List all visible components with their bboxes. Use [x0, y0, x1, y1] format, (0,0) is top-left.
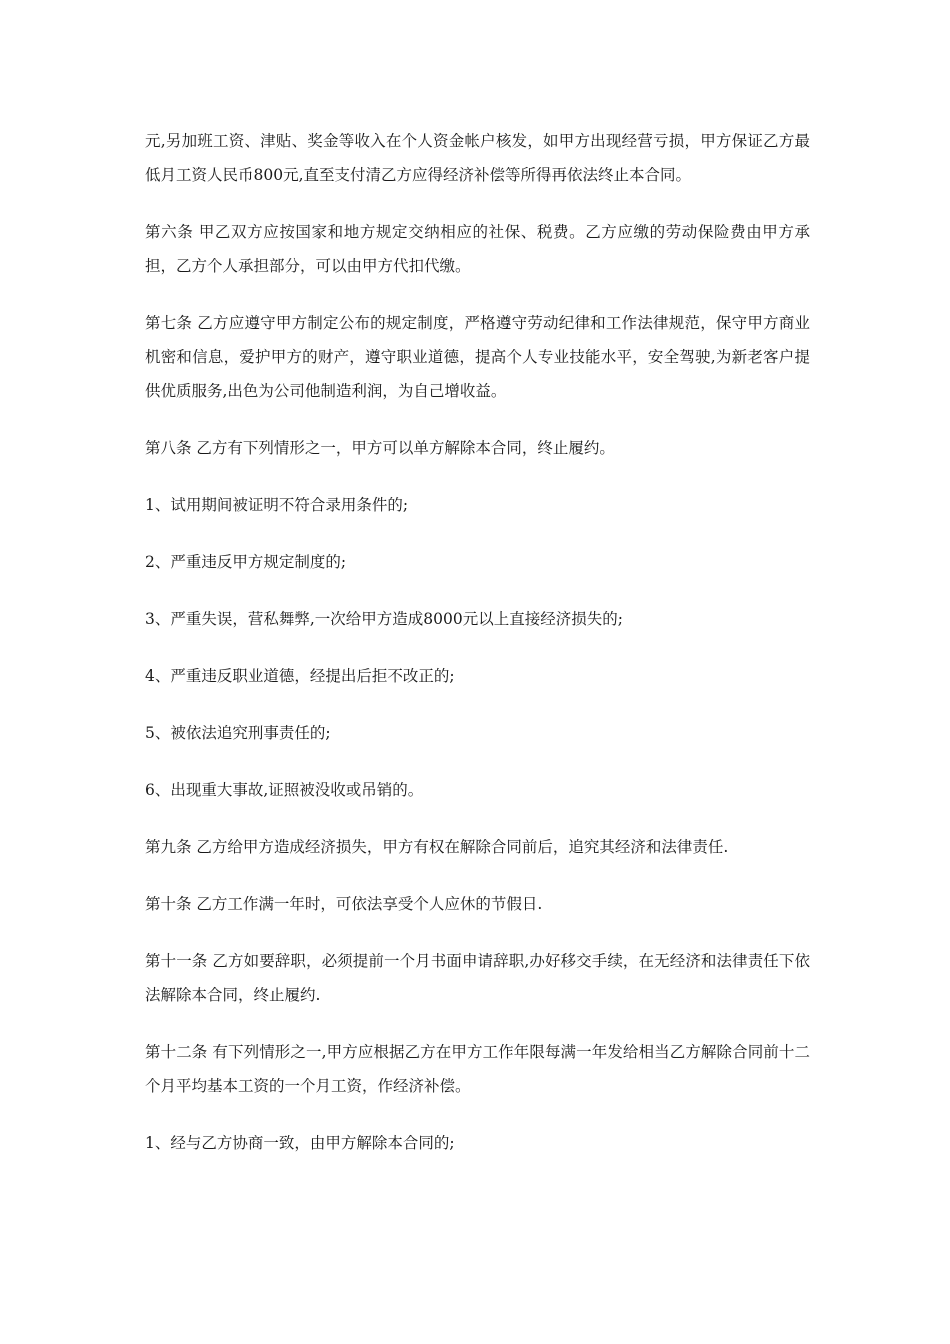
paragraph-article-12: 第十二条 有下列情形之一,甲方应根据乙方在甲方工作年限每满一年发给相当乙方解除合同前十二个月平均基本工资的一个月工资，作经济补偿。 [145, 1043, 810, 1095]
paragraph-article-8: 第八条 乙方有下列情形之一，甲方可以单方解除本合同，终止履约。 [145, 439, 615, 457]
paragraph-article-6: 第六条 甲乙双方应按国家和地方规定交纳相应的社保、税费。乙方应缴的劳动保险费由甲方承担，乙方个人承担部分，可以由甲方代扣代缴。 [145, 223, 810, 275]
list-item: 1、试用期间被证明不符合录用条件的; [145, 496, 409, 514]
list-item: 3、严重失误，营私舞弊,一次给甲方造成8000元以上直接经济损失的; [145, 610, 623, 628]
list-item: 4、严重违反职业道德，经提出后拒不改正的; [145, 667, 455, 685]
paragraph-article-9: 第九条 乙方给甲方造成经济损失，甲方有权在解除合同前后，追究其经济和法律责任. [145, 838, 729, 856]
paragraph-wage-guarantee: 元,另加班工资、津贴、奖金等收入在个人资金帐户核发，如甲方出现经营亏损，甲方保证乙方最低月工资人民币800元,直至支付清乙方应得经济补偿等所得再依法终止本合同。 [145, 132, 810, 184]
document-body [145, 124, 810, 1183]
paragraph-article-7: 第七条 乙方应遵守甲方制定公布的规定制度，严格遵守劳动纪律和工作法律规范，保守甲方商业机密和信息，爱护甲方的财产，遵守职业道德，提高个人专业技能水平，安全驾驶,为新老客户提供优质服务,出色为公司他制造利润，为自己增收益。 [145, 314, 810, 400]
paragraph-article-11: 第十一条 乙方如要辞职，必须提前一个月书面申请辞职,办好移交手续，在无经济和法律责任下依法解除本合同，终止履约. [145, 952, 810, 1004]
list-item: 1、经与乙方协商一致，由甲方解除本合同的; [145, 1134, 455, 1152]
paragraph-article-10: 第十条 乙方工作满一年时，可依法享受个人应休的节假日. [145, 895, 543, 913]
list-item: 2、严重违反甲方规定制度的; [145, 553, 347, 571]
list-item: 6、出现重大事故,证照被没收或吊销的。 [145, 781, 424, 799]
list-item: 5、被依法追究刑事责任的; [145, 724, 331, 742]
